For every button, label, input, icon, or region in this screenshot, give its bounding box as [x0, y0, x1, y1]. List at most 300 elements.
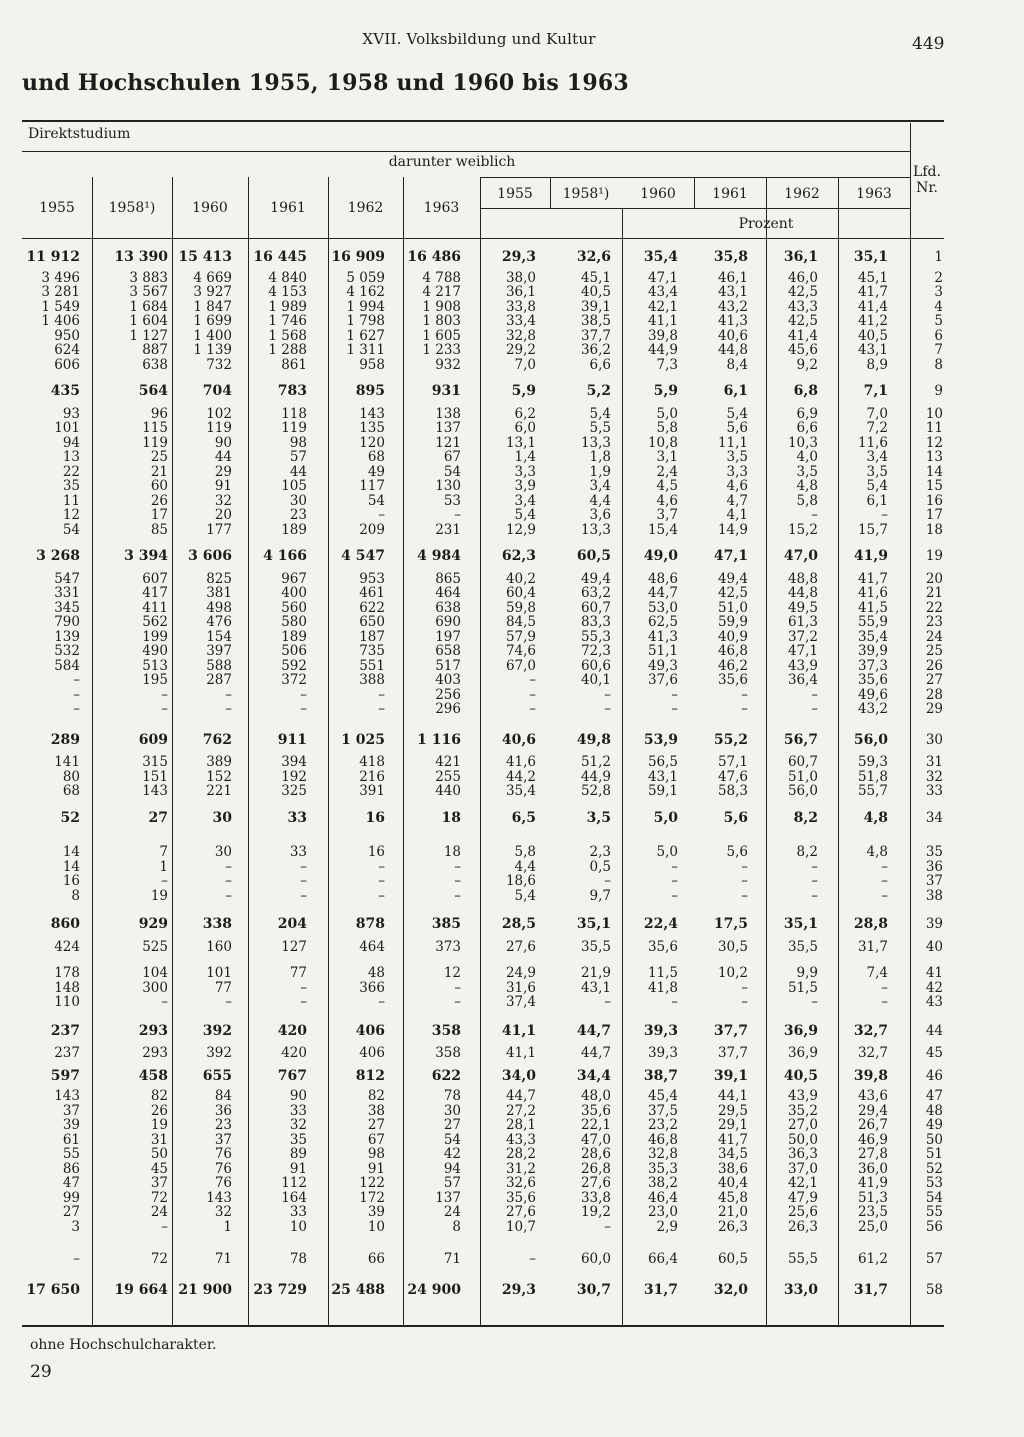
row-number-cell: 27	[925, 672, 943, 688]
table-cell: 1,9	[589, 463, 611, 480]
table-cell: 192	[281, 768, 307, 785]
table-cell: –	[741, 994, 748, 1010]
table-cell: 51,0	[787, 768, 818, 785]
table-cell: 32,6	[576, 249, 611, 265]
table-cell: 1 746	[268, 313, 307, 329]
table-cell: 5,0	[653, 809, 678, 826]
table-cell: 389	[206, 754, 232, 770]
table-cell: 49,3	[647, 657, 678, 674]
table-cell: –	[454, 887, 461, 904]
table-cell: 256	[435, 686, 461, 703]
table-cell: 5,2	[586, 383, 611, 399]
table-top-rule	[22, 120, 944, 122]
table-cell: 40,5	[580, 284, 611, 300]
table-cell: 38,7	[643, 1067, 678, 1084]
table-cell: 40,5	[857, 327, 888, 344]
table-cell: 27	[443, 1117, 461, 1133]
table-cell: 67,0	[505, 657, 536, 674]
table-cell: 55,3	[580, 628, 611, 645]
table-cell: 43,1	[857, 342, 888, 358]
row-number-cell: 10	[925, 405, 943, 422]
table-cell: 23	[289, 507, 307, 523]
table-cell: 18	[441, 809, 461, 826]
table-cell: 110	[54, 994, 80, 1010]
table-cell: 101	[54, 420, 80, 436]
table-cell: 48	[367, 965, 385, 981]
table-cell: 54	[62, 521, 80, 538]
table-cell: 32	[214, 492, 232, 509]
table-cell: –	[741, 979, 748, 996]
table-cell: 76	[214, 1160, 232, 1177]
table-cell: 35,1	[576, 916, 611, 932]
table-cell: 31,7	[853, 1281, 888, 1298]
table-cell: 53,0	[647, 599, 678, 616]
table-cell: 154	[206, 628, 232, 645]
table-cell: 164	[281, 1189, 307, 1206]
table-cell: 237	[50, 1022, 80, 1039]
table-cell: –	[741, 873, 748, 889]
table-cell: 6,9	[796, 405, 818, 422]
table-cell: 7,3	[656, 356, 678, 373]
table-cell: 23 729	[253, 1281, 307, 1298]
table-cell: 5,8	[796, 492, 818, 509]
table-cell: 55,2	[713, 731, 748, 748]
table-cell: 41,9	[857, 1175, 888, 1191]
table-cell: 39,9	[857, 643, 888, 659]
table-cell: 31,7	[857, 938, 888, 955]
table-cell: 84	[214, 1088, 232, 1104]
table-cell: 56,7	[783, 731, 818, 748]
table-cell: 33	[289, 844, 307, 860]
table-cell: 71	[443, 1251, 461, 1267]
table-cell: 29,1	[717, 1117, 748, 1133]
table-cell: 3 567	[129, 284, 168, 300]
table-cell: 1 568	[268, 327, 307, 344]
table-cell: –	[300, 858, 307, 875]
table-cell: 121	[435, 434, 461, 451]
table-cell: 22	[62, 463, 80, 480]
table-row	[22, 917, 944, 932]
table-cell: 4 166	[263, 548, 307, 564]
table-cell: –	[881, 873, 888, 889]
table-cell: 80	[62, 768, 80, 785]
table-cell: 27,0	[787, 1117, 818, 1133]
table-cell: 39,8	[647, 327, 678, 344]
table-cell: 41,4	[857, 298, 888, 315]
table-cell: –	[671, 873, 678, 889]
table-cell: 498	[206, 599, 232, 616]
table-cell: 86	[62, 1160, 80, 1177]
table-cell: 35,6	[505, 1189, 536, 1206]
table-cell: 85	[150, 521, 168, 538]
row-number-cell: 3	[934, 284, 943, 300]
table-cell: –	[741, 686, 748, 703]
table-cell: –	[378, 701, 385, 717]
table-cell: 35,1	[783, 916, 818, 932]
table-cell: 67	[443, 449, 461, 465]
header-lfd: Lfd.	[913, 164, 941, 180]
table-cell: 8,2	[796, 844, 818, 860]
table-cell: 1 994	[346, 298, 385, 315]
row-number-cell: 26	[925, 657, 943, 674]
table-cell: 36,9	[787, 1045, 818, 1061]
table-cell: –	[378, 507, 385, 523]
table-cell: 41,2	[857, 313, 888, 329]
table-cell: 564	[138, 383, 168, 399]
row-number-cell: 47	[925, 1088, 943, 1104]
header-female-1958: 1958¹)	[562, 186, 610, 202]
table-cell: 4 153	[268, 284, 307, 300]
page-title: und Hochschulen 1955, 1958 und 1960 bis 1963	[22, 70, 629, 96]
table-cell: –	[454, 994, 461, 1010]
table-cell: 1 400	[193, 327, 232, 344]
table-cell: 59,8	[505, 599, 536, 616]
table-cell: 400	[281, 585, 307, 601]
table-cell: 14,9	[717, 521, 748, 538]
table-cell: 638	[435, 599, 461, 616]
table-cell: 1 311	[346, 342, 385, 358]
table-cell: 27,6	[505, 938, 536, 955]
table-cell: 61,2	[857, 1251, 888, 1267]
row-number-cell: 2	[934, 269, 943, 286]
table-cell: 33,8	[580, 1189, 611, 1206]
table-cell: 860	[50, 916, 80, 932]
table-cell: 36,3	[787, 1146, 818, 1162]
row-number-cell: 8	[934, 356, 943, 373]
table-cell: 160	[206, 938, 232, 955]
table-cell: –	[378, 873, 385, 889]
table-cell: 93	[62, 405, 80, 422]
table-cell: 931	[431, 383, 461, 399]
table-row	[22, 479, 944, 494]
table-cell: 37	[62, 1102, 80, 1119]
table-row	[22, 508, 944, 523]
table-cell: 296	[435, 701, 461, 717]
table-cell: 44,7	[647, 585, 678, 601]
table-cell: –	[300, 887, 307, 904]
table-cell: 1 627	[346, 327, 385, 344]
table-cell: 45,1	[857, 269, 888, 286]
table-cell: 38,0	[505, 269, 536, 286]
table-cell: –	[604, 686, 611, 703]
table-cell: –	[300, 701, 307, 717]
table-cell: 44,8	[717, 342, 748, 358]
table-cell: 130	[435, 478, 461, 494]
table-cell: 506	[281, 643, 307, 659]
table-cell: 887	[142, 342, 168, 358]
row-number-cell: 28	[925, 686, 943, 703]
table-cell: –	[454, 873, 461, 889]
table-cell: 9,7	[589, 887, 611, 904]
table-cell: 41,7	[857, 570, 888, 587]
table-cell: 3,9	[514, 478, 536, 494]
table-cell: 120	[359, 434, 385, 451]
table-row	[22, 329, 944, 344]
table-cell: 94	[62, 434, 80, 451]
table-cell: 24	[150, 1204, 168, 1220]
table-cell: 25 488	[331, 1281, 385, 1298]
table-cell: –	[811, 858, 818, 875]
table-cell: 23,2	[647, 1117, 678, 1133]
table-cell: –	[881, 858, 888, 875]
table-cell: –	[881, 994, 888, 1010]
table-cell: 91	[367, 1160, 385, 1177]
table-row	[22, 1147, 944, 1162]
table-cell: 82	[367, 1088, 385, 1104]
table-cell: 55,9	[857, 614, 888, 630]
table-cell: 861	[281, 356, 307, 373]
table-row	[22, 407, 944, 422]
row-number-cell: 52	[925, 1160, 943, 1177]
table-cell: 44,9	[580, 768, 611, 785]
table-cell: 74,6	[505, 643, 536, 659]
table-row	[22, 384, 944, 399]
table-cell: 43,2	[717, 298, 748, 315]
table-row	[22, 811, 944, 826]
table-cell: 23,0	[647, 1204, 678, 1220]
table-cell: 38,5	[580, 313, 611, 329]
table-cell: 8,2	[793, 809, 818, 826]
table-cell: 172	[359, 1189, 385, 1206]
table-cell: 440	[435, 783, 461, 799]
row-number-cell: 55	[925, 1204, 943, 1220]
table-cell: –	[604, 994, 611, 1010]
table-cell: 41,3	[717, 313, 748, 329]
table-cell: 4,6	[656, 492, 678, 509]
table-cell: 3,7	[656, 507, 678, 523]
table-cell: 51,0	[717, 599, 748, 616]
table-cell: 11	[62, 492, 80, 509]
table-cell: 143	[142, 783, 168, 799]
table-cell: 1	[223, 1218, 232, 1235]
table-cell: 51,2	[580, 754, 611, 770]
table-cell: 1 549	[41, 298, 80, 315]
table-cell: 204	[277, 916, 307, 932]
table-cell: 30	[443, 1102, 461, 1119]
table-cell: 1 116	[417, 731, 461, 748]
table-cell: 44,8	[787, 585, 818, 601]
header-year-1962: 1962	[347, 200, 384, 216]
table-body	[22, 250, 944, 1297]
table-cell: 588	[206, 657, 232, 674]
table-row	[22, 1024, 944, 1039]
header-female-1961: 1961	[712, 186, 748, 202]
table-row	[22, 860, 944, 875]
row-number-cell: 21	[925, 585, 943, 601]
table-cell: 135	[359, 420, 385, 436]
table-cell: 5,4	[726, 405, 748, 422]
table-cell: 929	[138, 916, 168, 932]
table-cell: 338	[202, 916, 232, 932]
table-cell: 57,9	[505, 628, 536, 645]
row-number-cell: 25	[925, 643, 943, 659]
table-cell: 27,6	[505, 1204, 536, 1220]
table-cell: 41,6	[505, 754, 536, 770]
table-row	[22, 615, 944, 630]
table-cell: 43,1	[647, 768, 678, 785]
table-cell: 35,6	[857, 672, 888, 688]
table-cell: 27,2	[505, 1102, 536, 1119]
table-cell: 41,6	[857, 585, 888, 601]
table-cell: 29,4	[857, 1102, 888, 1119]
header-darunter-weiblich: darunter weiblich	[388, 154, 516, 170]
rule-below-darunter	[480, 177, 910, 178]
footer-page-number: 29	[30, 1362, 52, 1382]
table-cell: 38,2	[647, 1175, 678, 1191]
table-cell: 39,1	[580, 298, 611, 315]
table-cell: 127	[281, 938, 307, 955]
table-cell: 293	[138, 1022, 168, 1039]
table-cell: 41,5	[857, 599, 888, 616]
table-cell: 24	[443, 1204, 461, 1220]
table-cell: 767	[277, 1067, 307, 1084]
table-cell: 584	[54, 657, 80, 674]
table-cell: 4 162	[346, 284, 385, 300]
table-cell: 77	[289, 965, 307, 981]
table-cell: –	[811, 873, 818, 889]
table-cell: –	[300, 686, 307, 703]
table-cell: 39,3	[647, 1045, 678, 1061]
table-cell: 622	[359, 599, 385, 616]
table-cell: –	[73, 701, 80, 717]
table-cell: 16	[62, 873, 80, 889]
table-cell: 5,0	[656, 844, 678, 860]
table-cell: 464	[359, 938, 385, 955]
table-cell: 45,8	[717, 1189, 748, 1206]
row-number-cell: 40	[925, 938, 943, 955]
table-cell: 27	[148, 809, 168, 826]
table-cell: 4,8	[796, 478, 818, 494]
row-number-cell: 16	[925, 492, 943, 509]
table-cell: –	[378, 686, 385, 703]
table-cell: 41,1	[647, 313, 678, 329]
table-cell: 35,2	[787, 1102, 818, 1119]
table-cell: –	[811, 887, 818, 904]
table-cell: 1 605	[422, 327, 461, 344]
table-cell: 3,4	[514, 492, 536, 509]
row-number-cell: 34	[925, 809, 943, 826]
table-cell: 5,0	[656, 405, 678, 422]
table-cell: 790	[54, 614, 80, 630]
table-cell: 56,0	[787, 783, 818, 799]
table-cell: 43,6	[857, 1088, 888, 1104]
table-cell: 39,3	[643, 1022, 678, 1039]
table-cell: 39,1	[713, 1067, 748, 1084]
table-cell: 78	[443, 1088, 461, 1104]
table-cell: 11 912	[26, 249, 80, 265]
table-cell: 513	[142, 657, 168, 674]
table-cell: 562	[142, 614, 168, 630]
table-cell: 35,6	[580, 1102, 611, 1119]
table-cell: 177	[206, 521, 232, 538]
table-cell: 72	[150, 1189, 168, 1206]
header-year-1963: 1963	[423, 200, 460, 216]
table-row	[22, 450, 944, 465]
table-cell: 704	[202, 383, 232, 399]
header-direktstudium: Direktstudium	[28, 126, 131, 142]
header-female-1960: 1960	[640, 186, 676, 202]
table-row	[22, 465, 944, 480]
table-cell: 0,5	[589, 858, 611, 875]
table-cell: 394	[281, 754, 307, 770]
table-row	[22, 940, 944, 955]
table-cell: 30,7	[576, 1281, 611, 1298]
table-cell: 27,6	[580, 1175, 611, 1191]
table-cell: 29	[214, 463, 232, 480]
table-cell: 49,6	[857, 686, 888, 703]
page-number: 449	[912, 34, 945, 54]
table-cell: 33,4	[505, 313, 536, 329]
table-cell: 7,0	[866, 405, 888, 422]
table-cell: 143	[54, 1088, 80, 1104]
table-cell: 10	[289, 1218, 307, 1235]
table-cell: 49,5	[787, 599, 818, 616]
table-cell: 143	[206, 1189, 232, 1206]
table-cell: 3,5	[866, 463, 888, 480]
statistics-table	[22, 120, 944, 1328]
table-cell: 7,4	[866, 965, 888, 981]
table-cell: 3,4	[589, 478, 611, 494]
table-cell: 117	[359, 478, 385, 494]
table-cell: 40,1	[580, 672, 611, 688]
table-cell: 4,6	[726, 478, 748, 494]
table-cell: 421	[435, 754, 461, 770]
table-cell: 392	[202, 1022, 232, 1039]
table-cell: –	[225, 686, 232, 703]
table-cell: 44,2	[505, 768, 536, 785]
table-cell: 18	[443, 844, 461, 860]
table-cell: 345	[54, 599, 80, 616]
table-cell: 12	[62, 507, 80, 523]
row-number-cell: 11	[925, 420, 943, 436]
table-row	[22, 1252, 944, 1267]
header-bottom-rule	[22, 238, 944, 239]
table-cell: –	[671, 994, 678, 1010]
table-cell: 22,1	[580, 1117, 611, 1133]
table-cell: 391	[359, 783, 385, 799]
table-cell: 4,8	[866, 844, 888, 860]
table-row	[22, 1046, 944, 1061]
table-cell: 6,6	[589, 356, 611, 373]
table-cell: 420	[277, 1022, 307, 1039]
table-cell: 68	[62, 783, 80, 799]
table-cell: 609	[138, 731, 168, 748]
table-cell: 68	[367, 449, 385, 465]
table-cell: 55,7	[857, 783, 888, 799]
row-number-cell: 15	[925, 478, 943, 494]
table-cell: 18,6	[505, 873, 536, 889]
table-cell: 42,1	[647, 298, 678, 315]
row-number-cell: 7	[934, 342, 943, 358]
table-cell: 221	[206, 783, 232, 799]
header-female-1963: 1963	[856, 186, 892, 202]
table-cell: 3,4	[866, 449, 888, 465]
table-cell: 60,4	[505, 585, 536, 601]
table-cell: 99	[62, 1189, 80, 1206]
table-cell: 45	[150, 1160, 168, 1177]
table-cell: 51,3	[857, 1189, 888, 1206]
table-cell: 547	[54, 570, 80, 587]
table-cell: 15,7	[857, 521, 888, 538]
table-cell: 5,4	[866, 478, 888, 494]
table-cell: 28,5	[501, 916, 536, 932]
row-number-cell: 39	[925, 916, 943, 932]
table-cell: 3 394	[124, 548, 168, 564]
table-cell: –	[811, 701, 818, 717]
table-cell: 8	[452, 1218, 461, 1235]
table-cell: 3 883	[129, 269, 168, 286]
table-cell: 35,5	[787, 938, 818, 955]
